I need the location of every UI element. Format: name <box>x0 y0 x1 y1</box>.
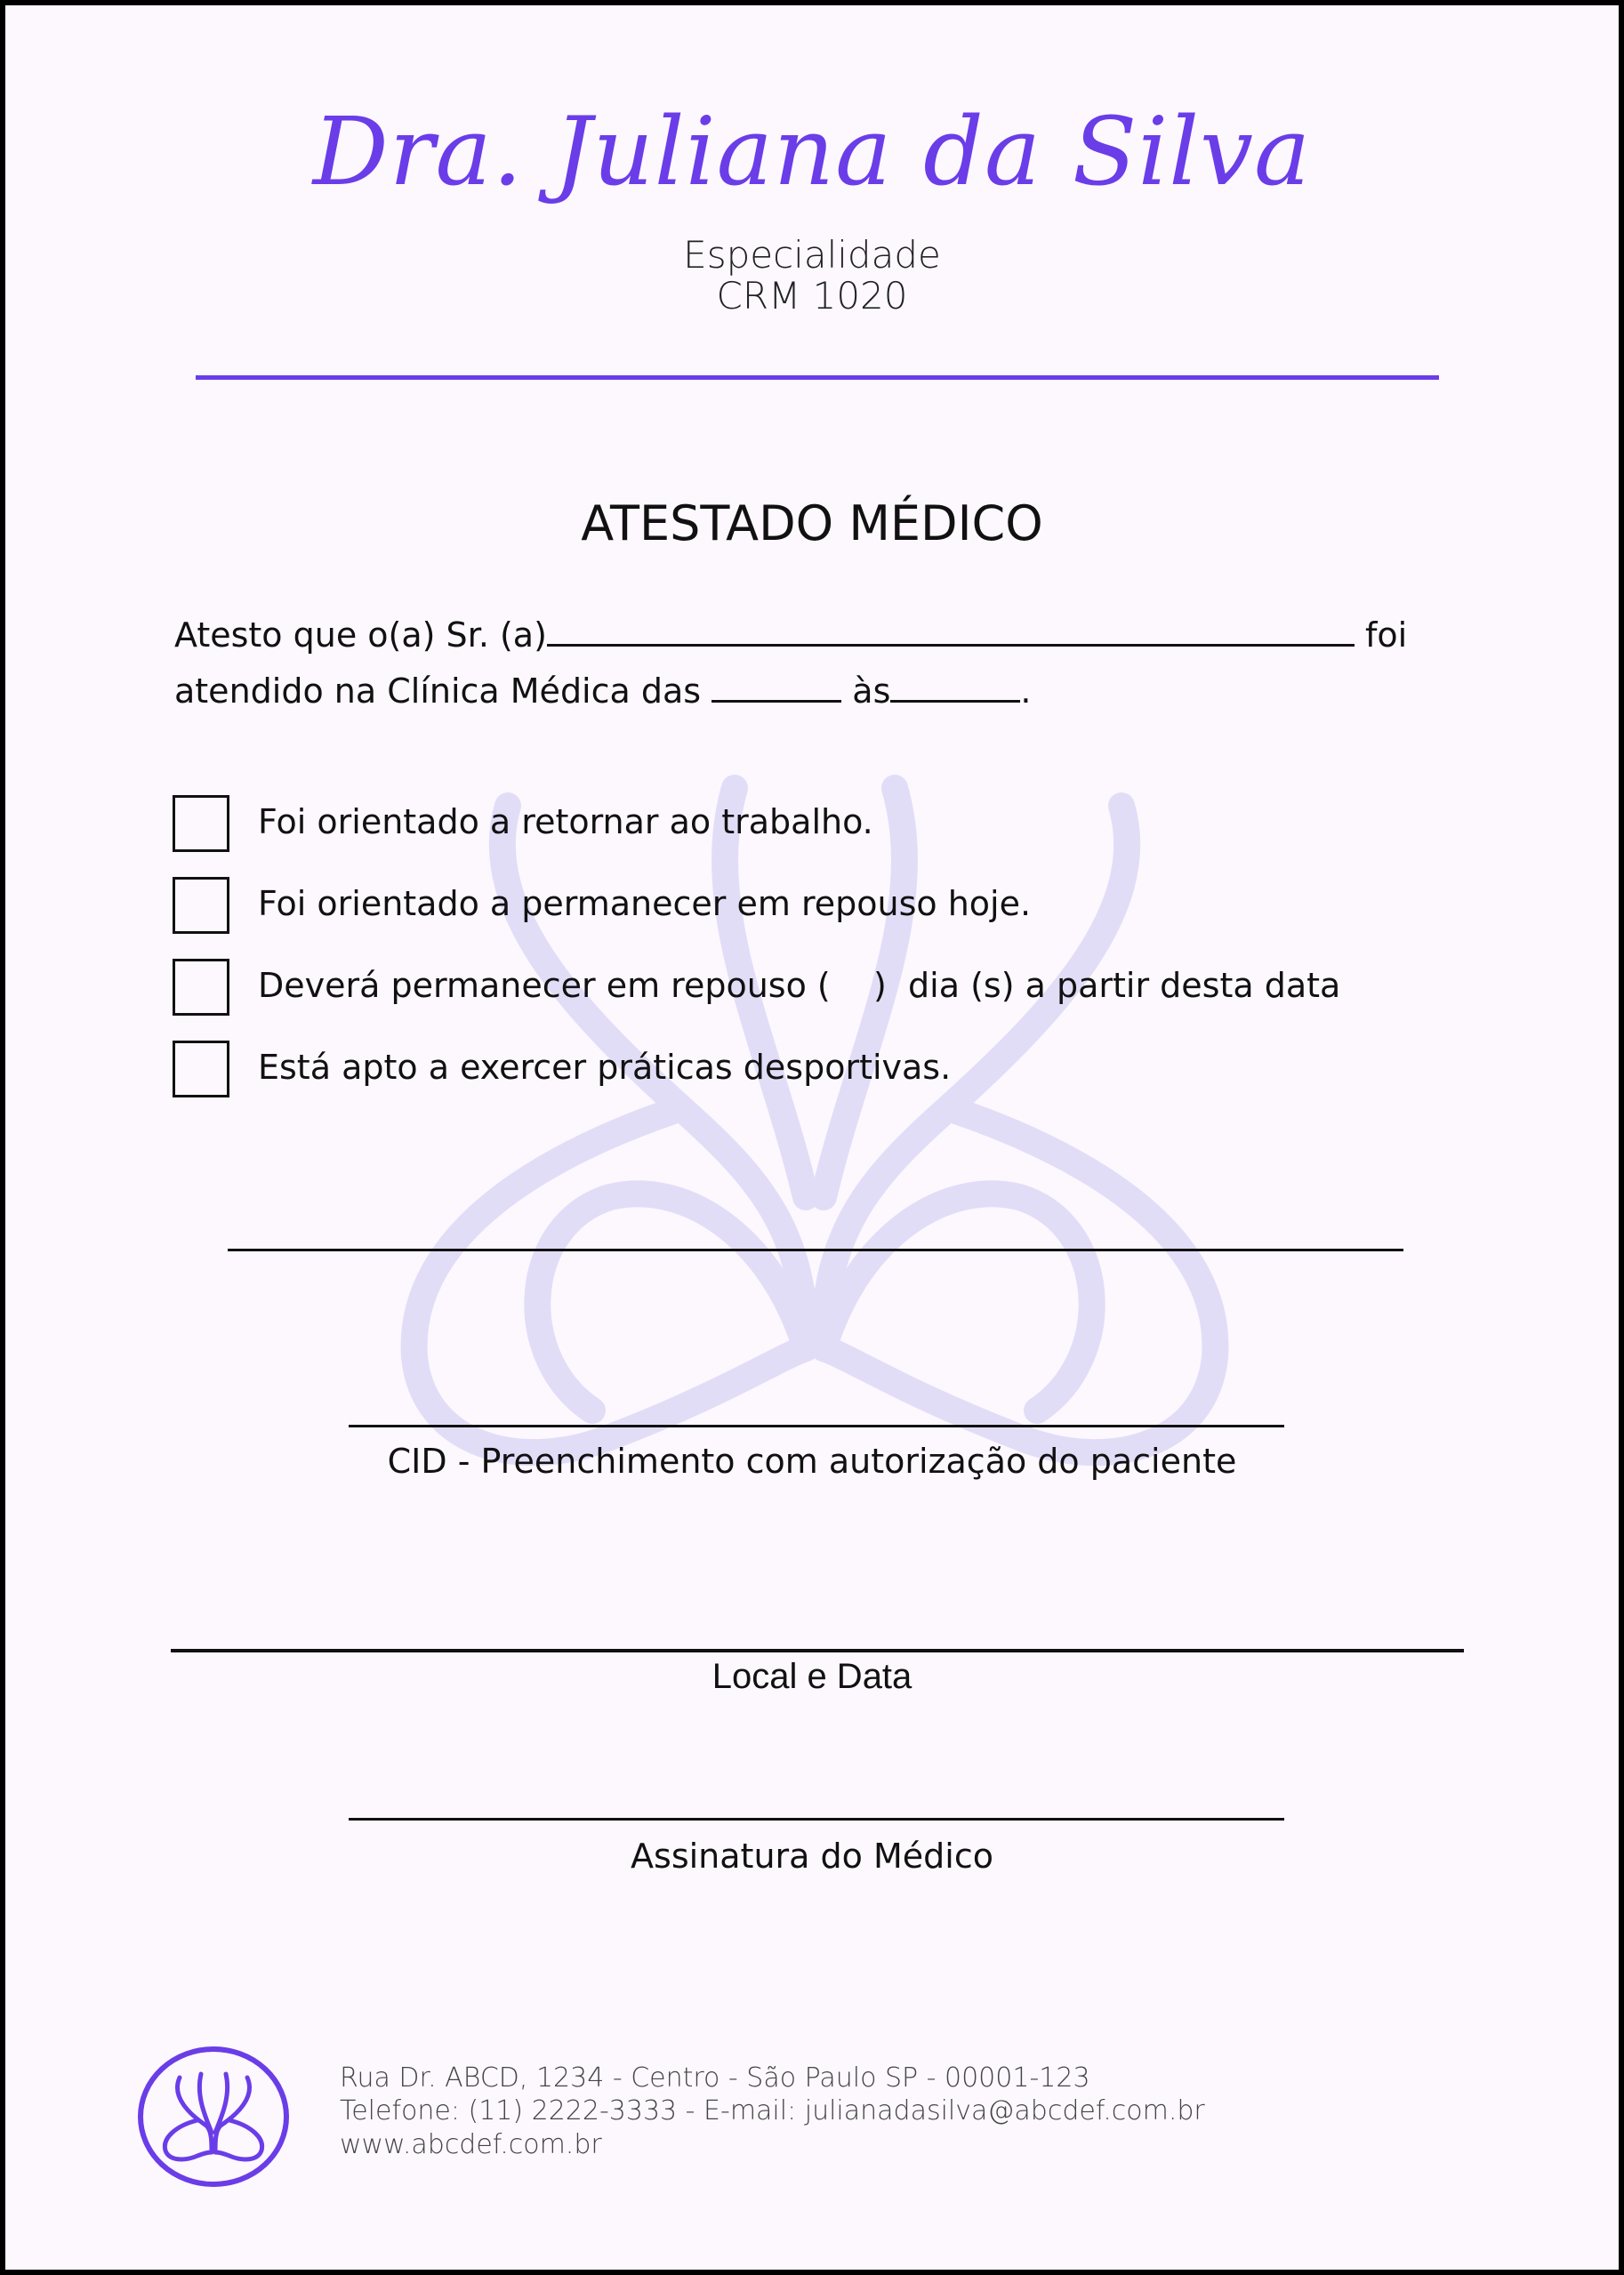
attest-line-2-prefix: atendido na Clínica Médica das <box>174 671 702 711</box>
butterfly-logo-icon <box>135 2044 292 2190</box>
butterfly-watermark-icon <box>388 735 1242 1482</box>
header-divider <box>196 375 1439 380</box>
checkbox[interactable] <box>173 795 229 852</box>
start-time-blank[interactable] <box>712 673 841 703</box>
attest-line-1-prefix: Atesto que o(a) Sr. (a) <box>174 615 547 655</box>
local-date-line[interactable] <box>171 1649 1464 1652</box>
signature-caption: Assinatura do Médico <box>631 1837 993 1876</box>
attest-line-2 <box>174 671 1032 711</box>
notes-line[interactable] <box>228 1249 1403 1251</box>
option-label: Foi orientado a permanecer em repouso hoje. <box>258 884 1032 923</box>
footer-address: Rua Dr. ABCD, 1234 - Centro - São Paulo SP - 00001-123 <box>340 2062 1090 2094</box>
attest-line-2-middle: às <box>852 671 891 711</box>
document-title: ATESTADO MÉDICO <box>581 495 1043 551</box>
option-label: Foi orientado a retornar ao trabalho. <box>258 802 873 841</box>
attest-line-2-suffix: . <box>1020 671 1032 711</box>
attest-line-1 <box>174 615 1408 655</box>
checkbox[interactable] <box>173 877 229 934</box>
local-date-caption: Local e Data <box>712 1657 912 1696</box>
signature-line[interactable] <box>349 1818 1284 1821</box>
checkbox[interactable] <box>173 959 229 1016</box>
cid-line[interactable] <box>349 1425 1284 1427</box>
patient-name-blank[interactable] <box>547 617 1355 647</box>
end-time-blank[interactable] <box>890 673 1020 703</box>
footer-website[interactable]: www.abcdef.com.br <box>340 2129 602 2160</box>
footer-contact[interactable]: Telefone: (11) 2222-3333 - E-mail: julianadasilva@abcdef.com.br <box>340 2095 1205 2126</box>
doctor-specialty: Especialidade <box>683 233 941 277</box>
doctor-name: Dra. Juliana da Silva <box>312 97 1312 206</box>
option-label: Deverá permanecer em repouso ( ) dia (s) a partir desta data <box>258 966 1341 1005</box>
doctor-crm: CRM 1020 <box>716 274 908 318</box>
attest-line-1-suffix: foi <box>1365 615 1408 655</box>
checkbox[interactable] <box>173 1041 229 1097</box>
cid-caption: CID - Preenchimento com autorização do paciente <box>387 1442 1237 1481</box>
option-label: Está apto a exercer práticas desportivas. <box>258 1048 952 1087</box>
